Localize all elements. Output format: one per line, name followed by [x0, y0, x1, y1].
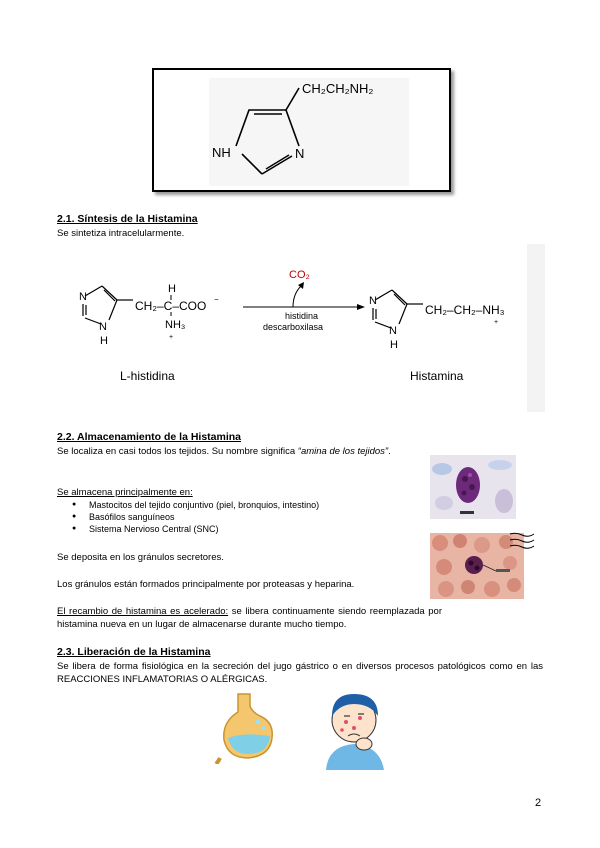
n-label: N [295, 146, 305, 161]
chain-label: CH₂CH₂NH₂ [302, 81, 374, 96]
product-name: Histamina [410, 369, 464, 383]
histamine-ring-nh: N [389, 325, 397, 337]
release-text: Se libera de forma fisiológica en la secreción del jugo gástrico o en diversos procesos patológicos como en las REACCIONES INFLAMATORIAS O ALÉRGICAS. [57, 661, 543, 685]
histidine-ring [83, 286, 133, 324]
page-number: 2 [535, 797, 542, 809]
histamine-chain: CH₂–CH₂–NH₃ [425, 303, 505, 317]
structure-box [152, 68, 451, 192]
turnover-text: se libera continuamente siendo reemplazada por histamina nueva en un lugar de almacenarse durante mucho tiempo. [57, 606, 442, 630]
stomach-illustration [214, 692, 280, 764]
histidine-ring-nh: N [99, 321, 107, 333]
histamine-ring-h: H [390, 339, 398, 351]
histamine-structure-image [154, 70, 449, 190]
section-heading-synthesis: 2.1. Síntesis de la Histamina [57, 213, 198, 225]
synthesis-text: Se sintetiza intracelularmente. [57, 228, 185, 239]
histidine-plus: + [169, 334, 174, 341]
histidine-minus: − [214, 295, 219, 304]
histamine-ring-n: N [369, 295, 377, 307]
smell-lines-icon [508, 530, 538, 550]
granules-text: Se deposita en los gránulos secretores. [57, 552, 224, 563]
histidine-chain: CH₂–C–COO [135, 299, 207, 313]
nh-label: NH [212, 145, 231, 160]
turnover-paragraph [57, 605, 442, 631]
turnover-label: El recambio de histamina es acelerado: [57, 606, 229, 617]
list-item: ● Basófilos sanguíneos [57, 511, 417, 523]
section-heading-release: 2.3. Liberación de la Histamina [57, 646, 211, 658]
mast-cell-micrograph [430, 455, 516, 519]
list-item: ● Sistema Nervioso Central (SNC) [57, 523, 417, 535]
granules-composition: Los gránulos están formados principalmente por proteasas y heparina. [57, 579, 355, 590]
histidine-ring-n: N [79, 291, 87, 303]
histidine-ring-h: H [100, 335, 108, 347]
section-heading-storage: 2.2. Almacenamiento de la Histamina [57, 431, 242, 443]
storage-intro-text: Se localiza en casi todos los tejidos. Su nombre significa [57, 446, 298, 457]
enzyme-label-1: histidina [285, 311, 319, 321]
enzyme-label-2: descarboxilasa [263, 322, 324, 332]
storage-intro-end: . [388, 446, 391, 457]
histamine-plus: + [494, 319, 499, 326]
allergic-person-illustration [318, 686, 392, 770]
reactant-name: L-histidina [120, 369, 175, 383]
histamine-ring [373, 290, 423, 328]
storage-intro [57, 445, 417, 458]
co2-label: CO₂ [289, 269, 310, 281]
synthesis-reaction-diagram [57, 244, 545, 412]
list-item: ● Mastocitos del tejido conjuntivo (piel, bronquios, intestino) [57, 499, 417, 511]
stored-label: Se almacena principalmente en: [57, 487, 193, 498]
histidine-nh3: NH₃ [165, 319, 186, 331]
histidine-h: H [168, 283, 176, 295]
stored-list [57, 499, 417, 535]
storage-intro-italic: “amina de los tejidos” [297, 446, 389, 457]
